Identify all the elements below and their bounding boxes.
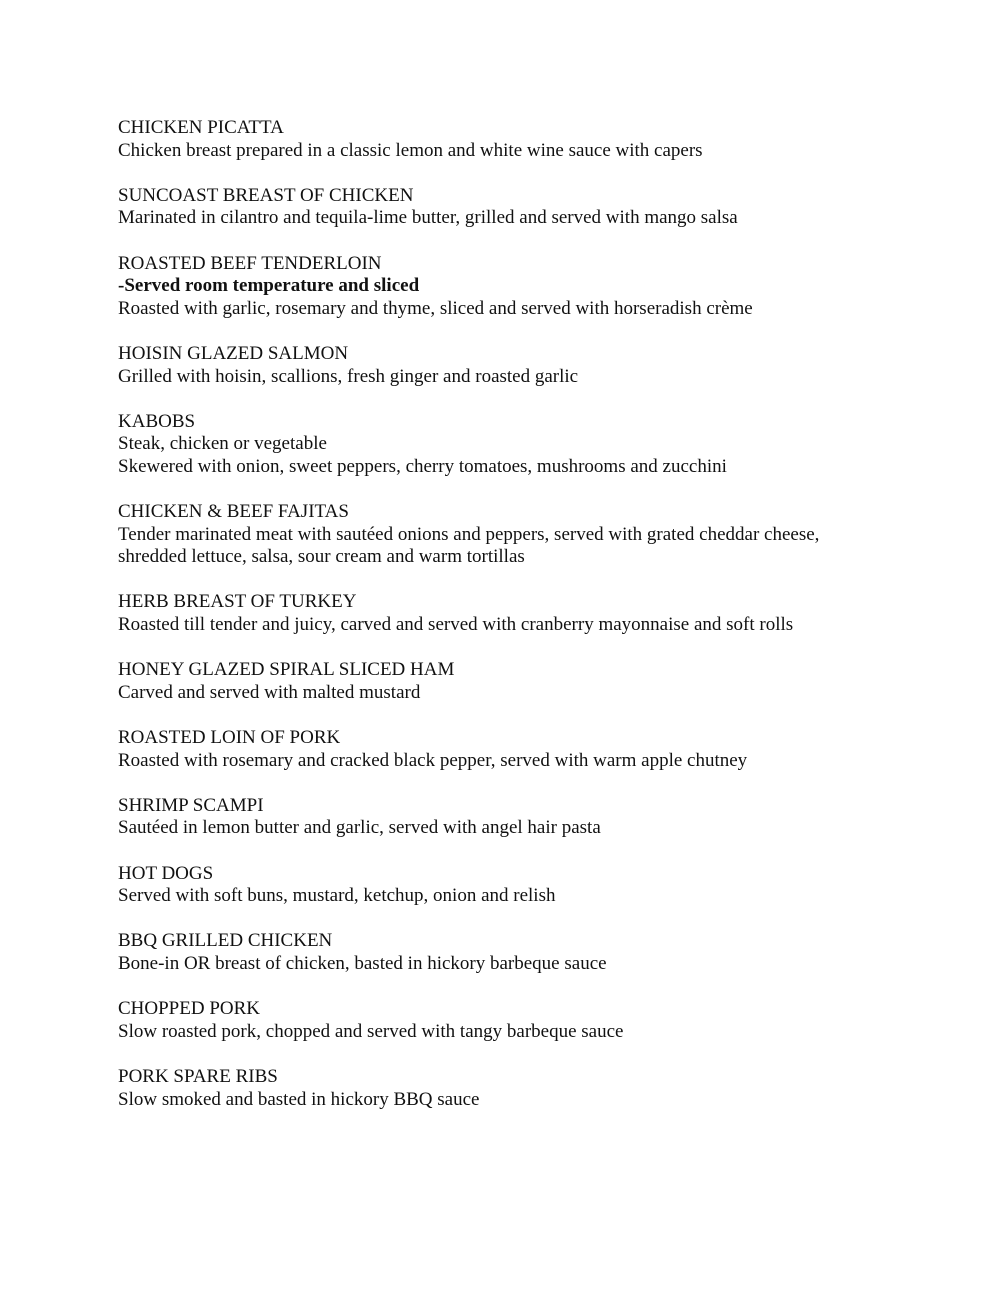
menu-item-pork-loin xyxy=(118,727,878,772)
item-title: CHICKEN PICATTA xyxy=(118,117,284,138)
item-description: Tender marinated meat with sautéed onions and peppers, served with grated cheddar cheese, xyxy=(118,523,820,545)
menu-item-chicken-picatta xyxy=(118,117,878,162)
item-title: CHICKEN & BEEF FAJITAS xyxy=(118,501,349,523)
item-title: PORK SPARE RIBS xyxy=(118,1065,278,1087)
menu-document xyxy=(118,117,878,1134)
item-title: SHRIMP SCAMPI xyxy=(118,794,264,816)
item-description: Carved and served with malted mustard xyxy=(118,681,421,703)
item-description: Served with soft buns, mustard, ketchup, onion and relish xyxy=(118,885,556,907)
item-description: Roasted till tender and juicy, carved and served with cranberry mayonnaise and soft rolls xyxy=(118,614,794,636)
item-title: HOISIN GLAZED SALMON xyxy=(118,342,349,364)
item-description: Roasted with garlic, rosemary and thyme, sliced and served with horseradish crème xyxy=(118,297,753,319)
item-title: ROASTED LOIN OF PORK xyxy=(118,727,341,749)
item-description: Slow roasted pork, chopped and served with tangy barbeque sauce xyxy=(118,1020,624,1042)
menu-item-shrimp-scampi xyxy=(118,795,878,840)
item-description: Slow smoked and basted in hickory BBQ sauce xyxy=(118,1088,480,1110)
item-description: Sautéed in lemon butter and garlic, served with angel hair pasta xyxy=(118,817,601,839)
item-title: BBQ GRILLED CHICKEN xyxy=(118,930,333,952)
item-description: Marinated in cilantro and tequila-lime butter, grilled and served with mango salsa xyxy=(118,207,738,229)
item-description-continued: shredded lettuce, salsa, sour cream and warm tortillas xyxy=(118,546,525,568)
menu-item-ham xyxy=(118,659,878,704)
item-description: Chicken breast prepared in a classic lemon and white wine sauce with capers xyxy=(118,139,703,161)
item-description: Bone-in OR breast of chicken, basted in hickory barbeque sauce xyxy=(118,952,607,974)
menu-item-suncoast-chicken xyxy=(118,185,878,230)
item-title: ROASTED BEEF TENDERLOIN xyxy=(118,252,382,274)
item-title: CHOPPED PORK xyxy=(118,998,261,1020)
menu-item-turkey xyxy=(118,591,878,636)
menu-item-hot-dogs xyxy=(118,863,878,908)
item-title: HOT DOGS xyxy=(118,862,214,884)
item-title: HONEY GLAZED SPIRAL SLICED HAM xyxy=(118,659,455,681)
item-serving-note: -Served room temperature and sliced xyxy=(118,275,420,297)
item-options: Steak, chicken or vegetable xyxy=(118,433,327,455)
item-title: HERB BREAST OF TURKEY xyxy=(118,591,357,613)
menu-item-hoisin-salmon xyxy=(118,343,878,388)
item-description: Skewered with onion, sweet peppers, cherry tomatoes, mushrooms and zucchini xyxy=(118,455,727,477)
menu-item-beef-tenderloin xyxy=(118,253,878,321)
menu-item-fajitas xyxy=(118,501,878,569)
item-title: KABOBS xyxy=(118,410,196,432)
menu-item-chopped-pork xyxy=(118,998,878,1043)
menu-item-spare-ribs xyxy=(118,1066,878,1111)
item-title: SUNCOAST BREAST OF CHICKEN xyxy=(118,184,414,206)
menu-item-bbq-chicken xyxy=(118,930,878,975)
menu-item-kabobs xyxy=(118,411,878,479)
item-description: Roasted with rosemary and cracked black pepper, served with warm apple chutney xyxy=(118,749,748,771)
item-description: Grilled with hoisin, scallions, fresh ginger and roasted garlic xyxy=(118,365,579,387)
